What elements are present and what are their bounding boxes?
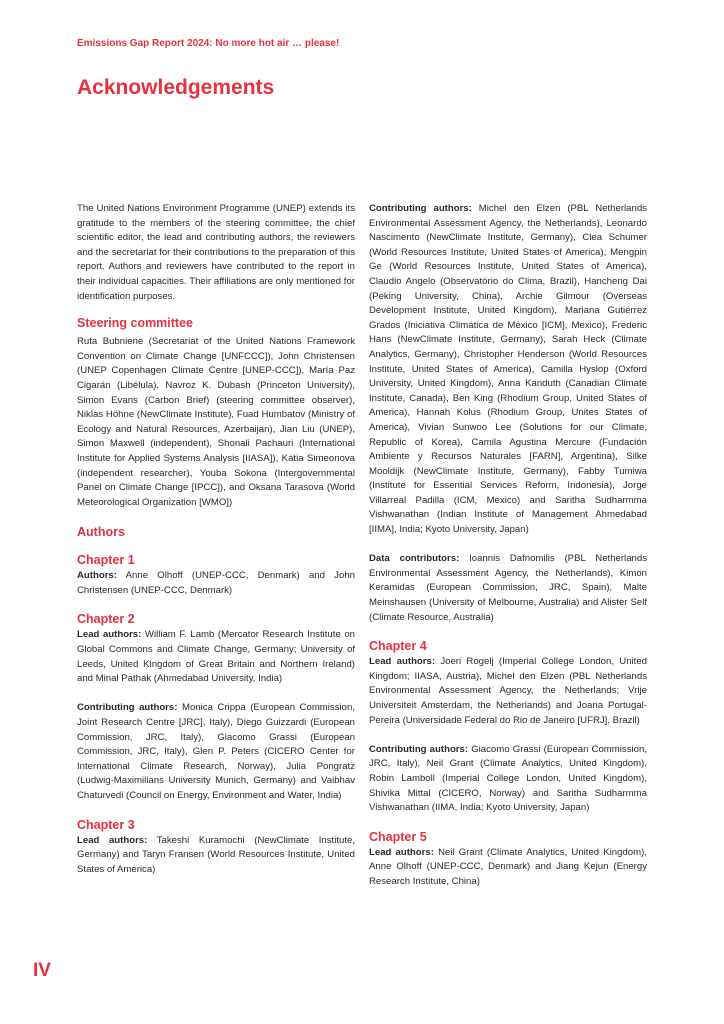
contributing-authors-label: Contributing authors: <box>369 203 472 214</box>
chapter-5-lead-authors-text: Neil Grant (Climate Analytics, United Kingdom), Anne Olhoff (UNEP-CCC, Denmark) and Jiang Kejun (Energy Research Institute, China) <box>369 846 647 887</box>
chapter-3-heading: Chapter 3 <box>77 817 135 832</box>
chapter-1-authors-text: Anne Olhoff (UNEP-CCC, Denmark) and John Christensen (UNEP-CCC, Denmark) <box>77 570 355 596</box>
chapter-4-lead-authors-text: Joeri Rogelj (Imperial College London, United Kingdom; IIASA, Austria), Michel den Elzen (PBL Netherlands Environmental Assessment Agency, the Netherlands; Vrije Universiteit Amsterdam, the Netherlands) and Joana Portugal-Pereira (Universidade Federal do Rio de Janeiro [UFRJ], Brazil) <box>369 656 648 726</box>
page-title: Acknowledgements <box>77 76 275 99</box>
contributing-authors-label: Contributing authors: <box>77 702 178 714</box>
chapter-5-heading: Chapter 5 <box>369 829 427 844</box>
steering-committee-heading: Steering committee <box>77 316 194 331</box>
chapter-4-lead-authors <box>369 655 647 728</box>
lead-authors-label: Lead authors: <box>77 834 148 846</box>
chapter-1-heading: Chapter 1 <box>77 553 135 568</box>
page-number: IV <box>33 960 51 981</box>
chapter-5-lead-authors <box>369 846 647 890</box>
chapter-2-contributing-authors <box>77 701 355 803</box>
chapter-4-heading: Chapter 4 <box>369 639 427 654</box>
chapter-2-lead-authors <box>77 628 355 686</box>
lead-authors-label: Lead authors: <box>369 846 434 858</box>
chapter-3-data-contributors <box>369 552 647 625</box>
authors-heading: Authors <box>77 525 125 540</box>
chapter-2-lead-authors-text: William F. Lamb (Mercator Research Institute on Global Commons and Climate Change, Germany; University of Leeds, United Kingdom of Great Britain and Northern Ireland) and Minal Pathak (Ahmedabad University, India) <box>77 629 355 685</box>
chapter-3-contributing-authors-text: Michel den Elzen (PBL Netherlands Environmental Assessment Agency, the Netherlands), Leonardo Nascimento (NewClimate Institute, Germany), Clea Schumer (World Resources Institute, United States of America), Mengpin Ge (World Resources Institute, United States of America), Claudio Angelo (Observatório do Clima, Brazil), Hancheng Dai (Peking University, China), Archie Gilmour (Overseas Development Institute, United Kingdom), Mariana Gutiérrez Grados (Iniciativa Climática de México [ICM], Mexico), Frederic Hans (NewClimate Institute, Germany), Sarah Heck (Climate Analytics, Germany), Christopher Henderson (World Resources Institute, United States of America), Camilla Hyslop (Oxford University, United Kingdom), Anna Kanduth (Canadian Climate Institute, Canada), Ben King (Rhodium Group, United States of America), Hannah Kolus (Rhodium Group, Unites States of America), Vivian Sunwoo Lee (Solutions for our Climate, Republic of Korea), Camila Agustina Mercure (Fundación Ambiente y Recursos Naturales [FARN], Argentina), Silke Mooldijk (NewClimate Institute, Germany), Fabby Tumiwa (Institute for Essential Services Reform, Indonesia), Jorge Villarreal Padilla (ICM, Mexico) and Saritha Sudharmma Vishwanathan (Indian Institute of Management Ahmedabad [IIMA], India; Kyoto University, Japan) <box>369 203 647 536</box>
data-contributors-label: Data contributors: <box>369 553 460 565</box>
left-column <box>77 202 355 877</box>
lead-authors-label: Lead authors: <box>369 656 436 668</box>
chapter-4-contributing-authors <box>369 743 647 816</box>
chapter-3-lead-authors-text: Takeshi Kuramochi (NewClimate Institute, Germany) and Taryn Fransen (World Resources Institute, United States of America) <box>77 834 355 875</box>
chapter-4-contributing-authors-text: Giacomo Grassi (European Commission, JRC, Italy), Neil Grant (Climate Analytics, United Kingdom), Robin Lamboll (Imperial College London, United Kingdom), Shivika Mittal (CICERO, Norway) and Saritha Sudharmma Vishwanathan (IIMA, India; Kyoto University, Japan) <box>369 743 647 814</box>
chapter-3-contributing-authors <box>369 202 647 538</box>
lead-authors-label: Lead authors: <box>77 629 142 641</box>
chapter-3-data-contributors-text: Ioannis Dafnomilis (PBL Netherlands Environmental Assessment Agency, the Netherlands), Kimon Keramidas (European Commission, JRC, Spain), Malte Meinshausen (University of Melbourne, Australia) and Alister Self (Climate Resource, Australia) <box>369 553 647 623</box>
chapter-2-contributing-authors-text: Monica Crippa (European Commission, Joint Research Centre [JRC], Italy), Diego Guizzardi (European Commission, JRC, Italy), Giacomo Grassi (European Commission, JRC, Italy), Glen P. Peters (CICERO Center for International Climate Research, Norway), Julia Pongratz (Ludwig-Maximilians University Munich, Germany) and Vaibhav Chaturvedi (Council on Energy, Environment and Water, India) <box>77 702 355 801</box>
chapter-3-lead-authors <box>77 834 355 878</box>
chapter-1-authors <box>77 569 355 598</box>
steering-committee-members: Ruta Bubniene (Secretariat of the United Nations Framework Convention on Climate Change [UNFCCC]), John Christensen (UNEP Copenhagen Climate Centre [UNEP-CCC]), María Paz Cigarán (Libélula), Navroz K. Dubash (Princeton University), Simon Evans (Carbon Brief) (steering committee observer), Niklas Höhne (NewClimate Institute), Fuad Humbatov (Ministry of Ecology and Natural Resources, Azerbaijan), Jian Liu (UNEP), Simon Maxwell (independent), Shonali Pachauri (International Institute for Applied Systems Analysis [IIASA]), Katia Simeonova (independent researcher), Youba Sokona (Intergovernmental Panel on Climate Change [IPCC]), and Oksana Tarasova (World Meteorological Organization [WMO]) <box>77 336 355 508</box>
authors-label: Authors: <box>77 570 117 582</box>
chapter-2-heading: Chapter 2 <box>77 612 135 627</box>
running-header: Emissions Gap Report 2024: No more hot air … please! <box>77 38 340 49</box>
contributing-authors-label: Contributing authors: <box>369 743 469 755</box>
right-column <box>369 202 647 890</box>
intro-paragraph: The United Nations Environment Programme (UNEP) extends its gratitude to the members of the steering committee, the chief scientific editor, the lead and contributing authors, the reviewers and the secretariat for their contributions to the preparation of this report. Authors and reviewers have contributed to the report in their individual capacities. Their affiliations are only mentioned for identification purposes. <box>77 203 355 302</box>
